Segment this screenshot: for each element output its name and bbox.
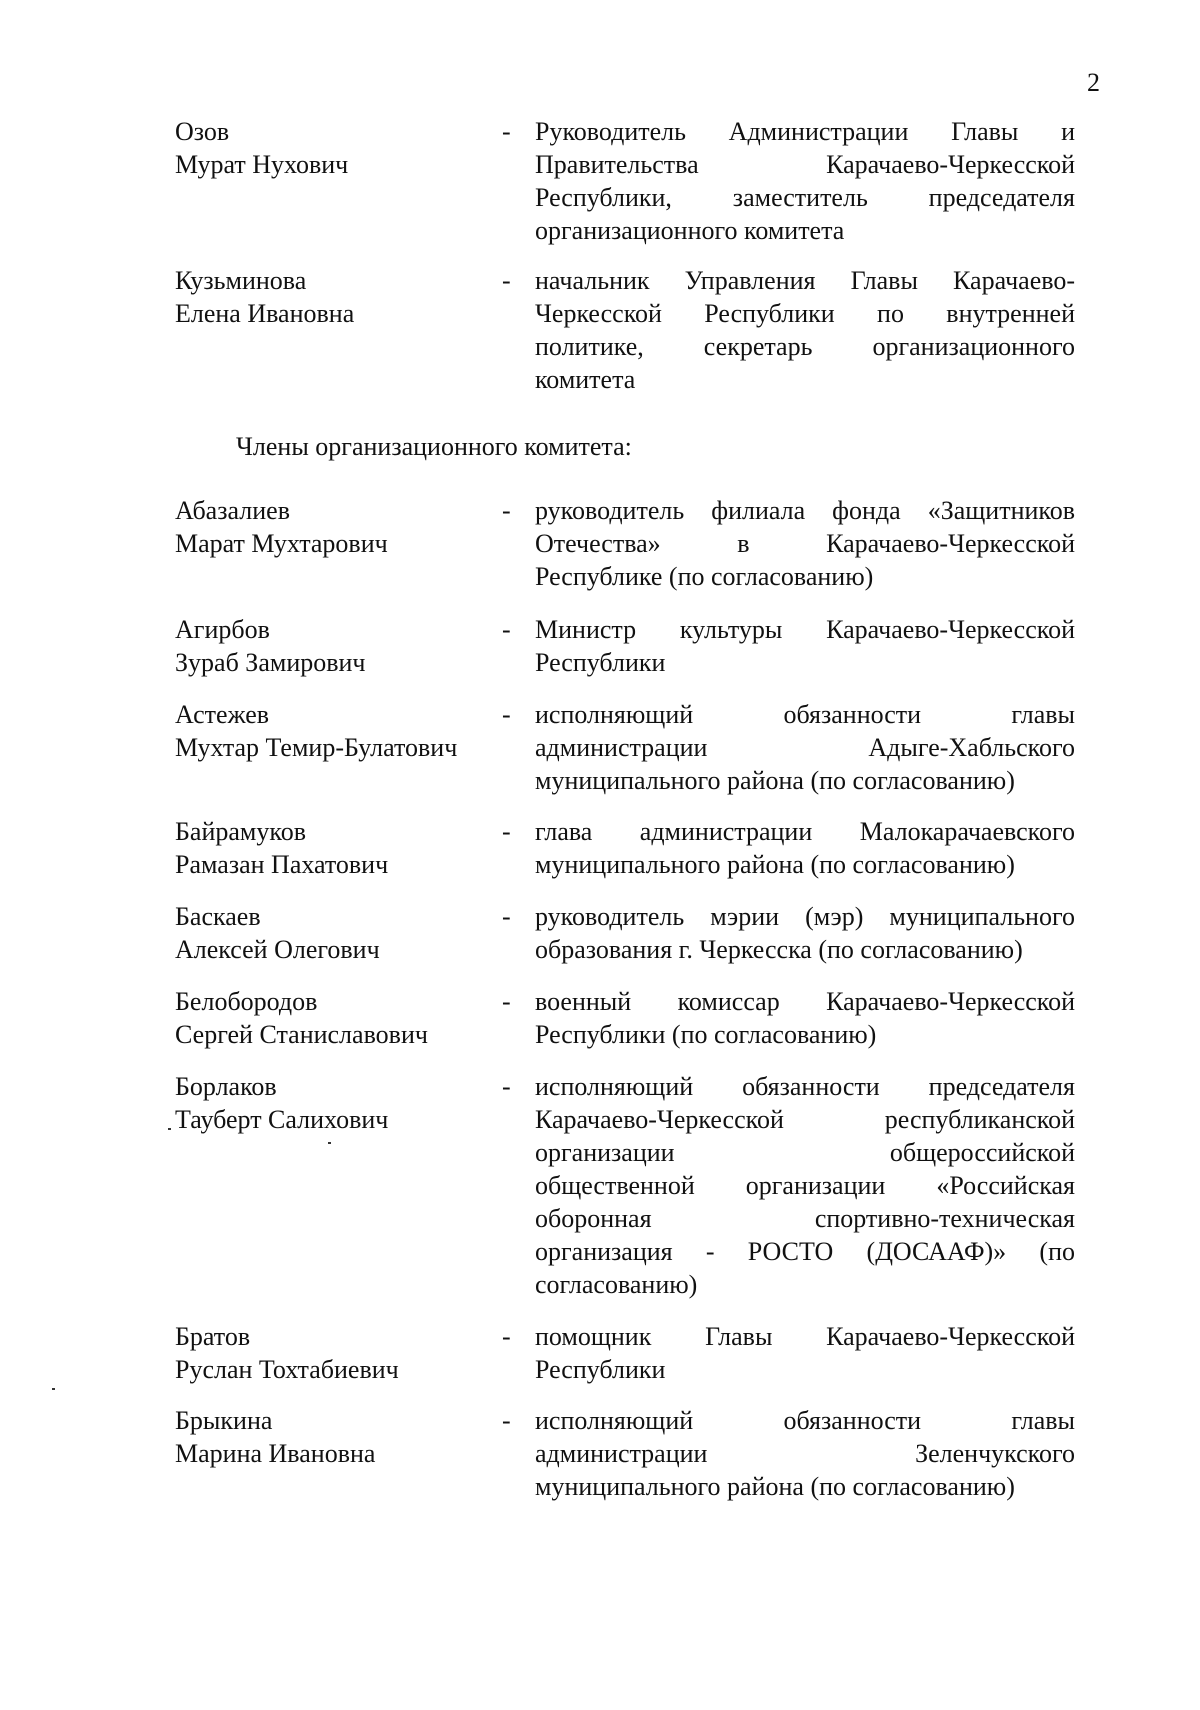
- position-description: [535, 264, 1075, 396]
- given-names: Марина Ивановна: [175, 1439, 376, 1468]
- surname: Братов: [175, 1322, 251, 1351]
- description-line: оборонная спортивно-техническая: [535, 1204, 1075, 1233]
- dash-separator: -: [502, 987, 511, 1016]
- description-line: Республике (по согласованию): [535, 562, 874, 591]
- description-line: Республики: [535, 648, 666, 677]
- position-description: [535, 698, 1075, 797]
- description-line: помощник Главы Карачаево-Черкесской: [535, 1322, 1075, 1351]
- position-description: [535, 1404, 1075, 1503]
- dash-separator: -: [502, 1072, 511, 1101]
- scan-speck: [52, 1388, 55, 1390]
- description-line: общественной организации «Российская: [535, 1171, 1075, 1200]
- dash-separator: -: [502, 496, 511, 525]
- surname: Абазалиев: [175, 496, 290, 525]
- description-line: муниципального района (по согласованию): [535, 766, 1015, 795]
- surname: Белобородов: [175, 987, 318, 1016]
- description-line: исполняющий обязанности председателя: [535, 1072, 1075, 1101]
- given-names: Руслан Тохтабиевич: [175, 1355, 399, 1384]
- description-line: муниципального района (по согласованию): [535, 1472, 1015, 1501]
- position-description: [535, 900, 1075, 966]
- position-description: [535, 1070, 1075, 1301]
- scan-speck: [328, 1142, 331, 1144]
- dash-separator: -: [502, 1322, 511, 1351]
- dash-separator: -: [502, 1406, 511, 1435]
- description-line: Республики (по согласованию): [535, 1020, 877, 1049]
- person-name: [175, 985, 505, 1051]
- person-name: [175, 115, 505, 181]
- description-line: Карачаево-Черкесской республиканской: [535, 1105, 1075, 1134]
- person-name: [175, 815, 505, 881]
- position-description: [535, 815, 1075, 881]
- person-name: [175, 1070, 505, 1136]
- description-line: Правительства Карачаево-Черкесской: [535, 150, 1075, 179]
- surname: Баскаев: [175, 902, 261, 931]
- description-line: администрации Зеленчукского: [535, 1439, 1075, 1468]
- position-description: [535, 115, 1075, 247]
- person-name: [175, 494, 505, 560]
- description-line: руководитель мэрии (мэр) муниципального: [535, 902, 1075, 931]
- position-description: [535, 494, 1075, 593]
- position-description: [535, 1320, 1075, 1386]
- given-names: Зураб Замирович: [175, 648, 366, 677]
- dash-separator: -: [502, 266, 511, 295]
- description-line: руководитель филиала фонда «Защитников: [535, 496, 1075, 525]
- surname: Кузьминова: [175, 266, 307, 295]
- person-name: [175, 1404, 505, 1470]
- description-line: Руководитель Администрации Главы и: [535, 117, 1075, 146]
- person-name: [175, 900, 505, 966]
- given-names: Мурат Нухович: [175, 150, 349, 179]
- dash-separator: -: [502, 817, 511, 846]
- members-heading: Члены организационного комитета:: [236, 432, 632, 461]
- position-description: [535, 985, 1075, 1051]
- given-names: Тауберт Салихович: [175, 1105, 389, 1134]
- surname: Брыкина: [175, 1406, 273, 1435]
- description-line: организационного комитета: [535, 216, 845, 245]
- description-line: исполняющий обязанности главы: [535, 700, 1075, 729]
- description-line: политике, секретарь организационного: [535, 332, 1075, 361]
- dash-separator: -: [502, 117, 511, 146]
- description-line: Республики, заместитель председателя: [535, 183, 1075, 212]
- description-line: военный комиссар Карачаево-Черкесской: [535, 987, 1075, 1016]
- description-line: Отечества» в Карачаево-Черкесской: [535, 529, 1075, 558]
- person-name: [175, 698, 505, 764]
- dash-separator: -: [502, 902, 511, 931]
- description-line: исполняющий обязанности главы: [535, 1406, 1075, 1435]
- description-line: администрации Адыге-Хабльского: [535, 733, 1075, 762]
- position-description: [535, 613, 1075, 679]
- given-names: Рамазан Пахатович: [175, 850, 389, 879]
- description-line: муниципального района (по согласованию): [535, 850, 1015, 879]
- person-name: [175, 1320, 505, 1386]
- description-line: Черкесской Республики по внутренней: [535, 299, 1075, 328]
- description-line: начальник Управления Главы Карачаево-: [535, 266, 1075, 295]
- person-name: [175, 264, 505, 330]
- surname: Борлаков: [175, 1072, 277, 1101]
- given-names: Мухтар Темир-Булатович: [175, 733, 458, 762]
- surname: Байрамуков: [175, 817, 306, 846]
- dash-separator: -: [502, 615, 511, 644]
- given-names: Алексей Олегович: [175, 935, 380, 964]
- surname: Агирбов: [175, 615, 270, 644]
- dash-separator: -: [502, 700, 511, 729]
- description-line: организации общероссийской: [535, 1138, 1075, 1167]
- description-line: Республики: [535, 1355, 666, 1384]
- given-names: Елена Ивановна: [175, 299, 355, 328]
- given-names: Сергей Станиславович: [175, 1020, 428, 1049]
- description-line: согласованию): [535, 1270, 698, 1299]
- person-name: [175, 613, 505, 679]
- surname: Озов: [175, 117, 230, 146]
- description-line: организация - РОСТО (ДОСААФ)» (по: [535, 1237, 1075, 1266]
- surname: Астежев: [175, 700, 270, 729]
- description-line: Министр культуры Карачаево-Черкесской: [535, 615, 1075, 644]
- given-names: Марат Мухтарович: [175, 529, 388, 558]
- description-line: образования г. Черкесска (по согласованию): [535, 935, 1023, 964]
- description-line: комитета: [535, 365, 636, 394]
- description-line: глава администрации Малокарачаевского: [535, 817, 1075, 846]
- page-number: 2: [1087, 68, 1100, 97]
- scan-speck: [168, 1128, 171, 1130]
